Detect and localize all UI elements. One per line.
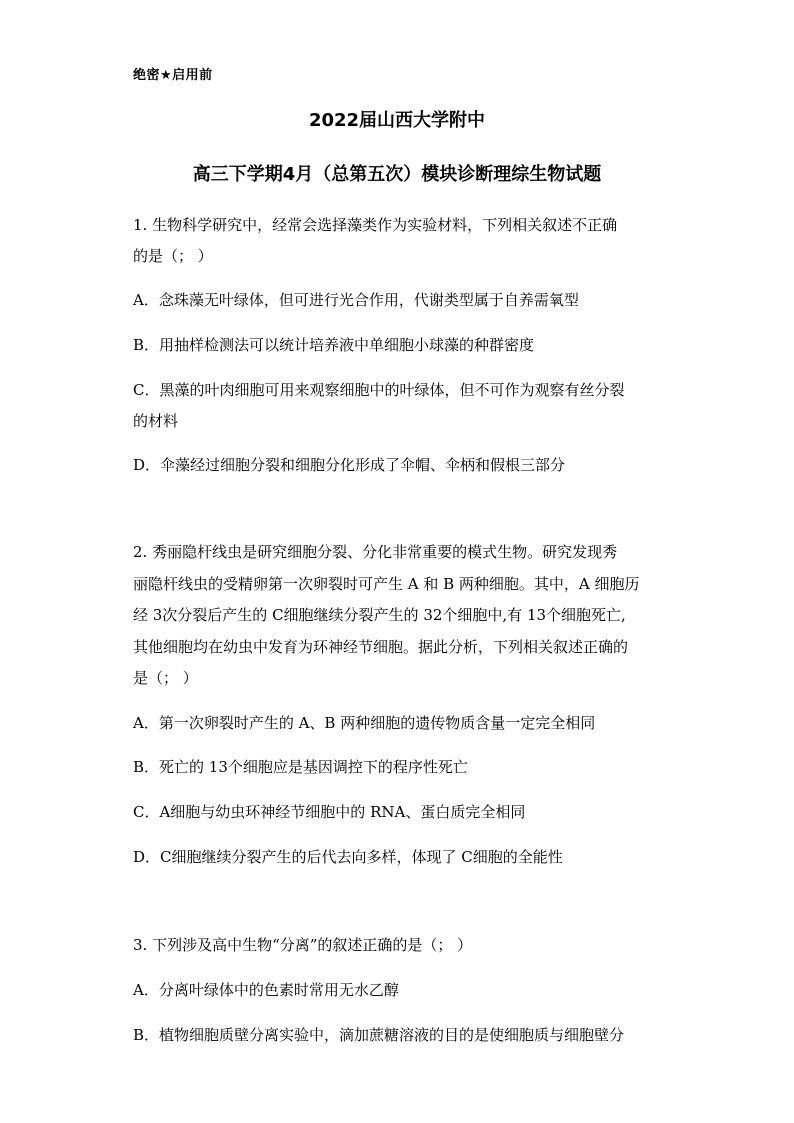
question-2-stem-line-1: 2. 秀丽隐杆线虫是研究细胞分裂、分化非常重要的模式生物。研究发现秀 bbox=[133, 543, 618, 561]
secret-mark: 绝密★启用前 bbox=[133, 68, 213, 83]
question-2-stem-line-2: 丽隐杆线虫的受精卵第一次卵裂时可产生 A 和 B 两种细胞。其中，A 细胞历 bbox=[133, 575, 640, 593]
exam-title-school: 2022届山西大学附中 bbox=[308, 110, 486, 131]
question-3-stem-line-1: 3. 下列涉及高中生物“分离”的叙述正确的是（； ） bbox=[133, 936, 473, 954]
question-1-stem-line-2: 的是（； ） bbox=[133, 247, 213, 265]
question-1-option-d: D．伞藻经过细胞分裂和细胞分化形成了伞帽、伞柄和假根三部分 bbox=[133, 456, 566, 474]
question-3-option-a: A．分离叶绿体中的色素时常用无水乙醇 bbox=[133, 981, 399, 999]
question-1-stem-line-1: 1. 生物科学研究中，经常会选择藻类作为实验材料，下列相关叙述不正确 bbox=[133, 216, 618, 234]
question-1-option-a: A．念珠藻无叶绿体，但可进行光合作用，代谢类型属于自养需氧型 bbox=[133, 291, 579, 309]
question-1-option-b: B．用抽样检测法可以统计培养液中单细胞小球藻的种群密度 bbox=[133, 336, 535, 354]
question-2-option-c: C．A细胞与幼虫环神经节细胞中的 RNA、蛋白质完全相同 bbox=[133, 803, 526, 821]
exam-title-subject: 高三下学期4月（总第五次）模块诊断理综生物试题 bbox=[192, 164, 602, 185]
question-2-stem-line-4: 其他细胞均在幼虫中发育为环神经节细胞。据此分析，下列相关叙述正确的 bbox=[133, 638, 629, 656]
question-1-option-c-line-2: 的材料 bbox=[133, 412, 179, 430]
question-2-option-b: B．死亡的 13个细胞应是基因调控下的程序性死亡 bbox=[133, 758, 468, 776]
question-1-option-c-line-1: C．黑藻的叶肉细胞可用来观察细胞中的叶绿体，但不可作为观察有丝分裂 bbox=[133, 381, 625, 399]
question-2-stem-line-3: 经 3次分裂后产生的 C细胞继续分裂产生的 32个细胞中,有 13个细胞死亡, bbox=[133, 606, 626, 624]
question-2-option-a: A．第一次卵裂时产生的 A、B 两种细胞的遗传物质含量一定完全相同 bbox=[133, 714, 596, 732]
question-3-option-b-line-1: B．植物细胞质壁分离实验中，滴加蔗糖溶液的目的是使细胞质与细胞壁分 bbox=[133, 1026, 625, 1044]
question-2-stem-line-5: 是（； ） bbox=[133, 669, 198, 687]
question-2-option-d: D．C细胞继续分裂产生的后代去向多样，体现了 C细胞的全能性 bbox=[133, 848, 563, 866]
